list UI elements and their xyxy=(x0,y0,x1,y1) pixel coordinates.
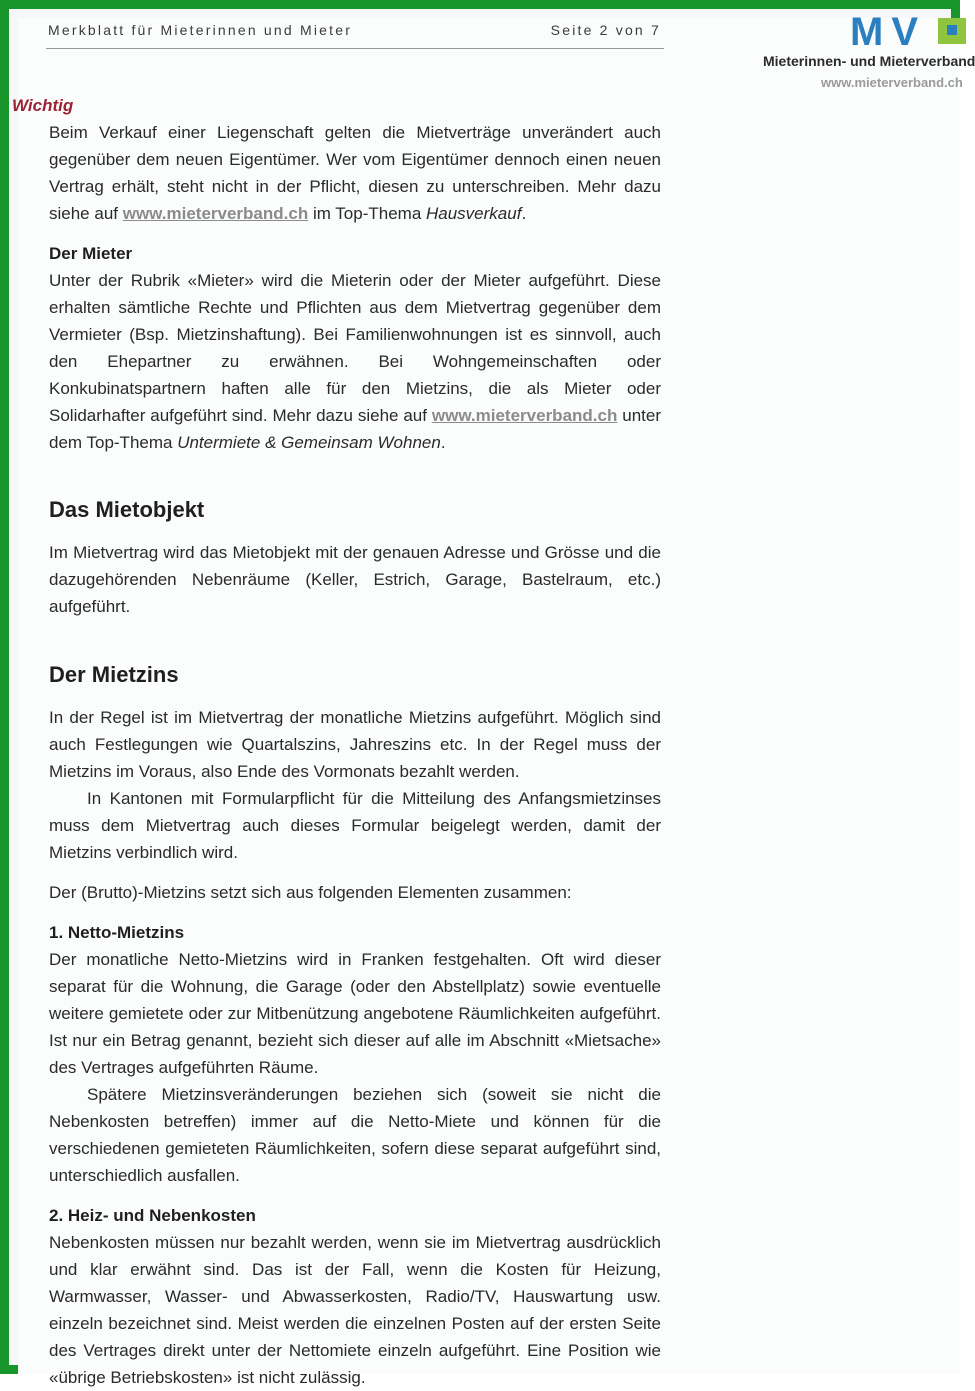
section-heading-mietobjekt: Das Mietobjekt xyxy=(49,497,205,522)
subheading-netto-mietzins: 1. Netto-Mietzins xyxy=(49,923,185,942)
organization-name: Mieterinnen- und Mieterverband xyxy=(763,53,975,69)
mietobjekt-paragraph: Im Mietvertrag wird das Mietobjekt mit der genauen Adresse und Grösse und die dazugehörenden Nebenräume (Keller, Estrich, Garage, Bastelraum, etc.) aufgeführt. xyxy=(49,543,661,616)
mieterverband-link[interactable]: www.mieterverband.ch xyxy=(431,406,618,425)
mieterverband-link[interactable]: www.mieterverband.ch xyxy=(122,204,309,223)
running-title: Merkblatt für Mieterinnen und Mieter xyxy=(48,22,353,38)
heiz-paragraph-1: Nebenkosten müssen nur bezahlt werden, wenn sie im Mietvertrag ausdrücklich und klar erwähnt sind. Das ist der Fall, wenn die Kosten für Heizung, Warmwasser, Wasser- und Abwasserkosten, Radio/TV, Hauswartung usw. einzeln bezeichnet sind. Meist werden die einzelnen Posten auf der ersten Seite des Vertrages direkt unter der Nettomiete einzeln aufgeführt. Eine Position wie «übrige Betriebskosten» ist nicht zulässig. xyxy=(49,1233,661,1387)
topic-untermiete: Untermiete & Gemeinsam Wohnen xyxy=(177,433,441,452)
mietzins-paragraph-1: In der Regel ist im Mietvertrag der monatliche Mietzins aufgeführt. Möglich sind auch Festlegungen wie Quartalszins, Jahreszins etc. In der Regel muss der Mietzins im Voraus, also Ende des Vormonats bezahlt werden. xyxy=(49,708,661,781)
body-text xyxy=(49,119,661,1391)
running-header xyxy=(48,22,663,38)
mietzins-paragraph-3: Der (Brutto)-Mietzins setzt sich aus folgenden Elementen zusammen: xyxy=(49,883,572,902)
mietzins-paragraph-2: In Kantonen mit Formularpflicht für die Mitteilung des Anfangsmietzinses muss dem Mietvertrag auch dieses Formular beigelegt werden, damit der Mietzins verbindlich wird. xyxy=(49,789,661,862)
page-number: Seite 2 von 7 xyxy=(550,22,661,38)
mv-logo-icon xyxy=(850,10,970,54)
subheading-heiz-nebenkosten: 2. Heiz- und Nebenkosten xyxy=(49,1206,256,1225)
logo-mark-text: MV xyxy=(850,10,926,54)
document-page xyxy=(12,10,975,1387)
organization-url[interactable]: www.mieterverband.ch xyxy=(821,75,963,90)
header-divider xyxy=(46,48,664,49)
wichtig-label: Wichtig xyxy=(12,96,74,115)
mieter-paragraph: Unter der Rubrik «Mieter» wird die Mieterin oder der Mieter aufgeführt. Diese erhalten sämtliche Rechte und Pflichten aus dem Mietvertrag gegenüber dem Vermieter (Bsp. Mietzinshaftung). Bei Familienwohnungen ist es sinnvoll, auch den Ehepartner zu erwähnen. Bei Wohngemeinschaften oder Konkubinatspartnern haften alle für den Mietzins, die als Mieter oder Solidarhafter aufgeführt sind. Mehr dazu siehe auf www.mieterverband.ch unter dem Top-Thema Untermiete & Gemeinsam Wohnen. xyxy=(49,271,661,452)
netto-paragraph-1: Der monatliche Netto-Mietzins wird in Franken festgehalten. Oft wird dieser separat für die Wohnung, die Garage (oder den Abstellplatz) sowie eventuelle weitere gemietete oder zur Mitbenützung angebotene Räumlichkeiten aufgeführt. Ist nur ein Betrag genannt, bezieht sich dieser auf alle im Abschnitt «Mietsache» des Vertrages aufgeführten Räume. xyxy=(49,950,661,1077)
topic-hausverkauf: Hausverkauf xyxy=(426,204,522,223)
wichtig-paragraph: Beim Verkauf einer Liegenschaft gelten die Mietverträge unverändert auch gegenüber dem neuen Eigentümer. Wer vom Eigentümer dennoch einen neuen Vertrag erhält, steht nicht in der Pflicht, diesen zu unterschreiben. Mehr dazu siehe auf www.mieterverband.ch im Top-Thema Hausverkauf. xyxy=(49,123,661,223)
section-heading-mietzins: Der Mietzins xyxy=(49,662,179,687)
section-heading-mieter: Der Mieter xyxy=(49,244,133,263)
netto-paragraph-2: Spätere Mietzinsveränderungen beziehen sich (soweit sie nicht die Nebenkosten betreffen) immer auf die Netto-Miete und können für die verschiedenen gemieteten Räumlichkeiten, sofern diese separat aufgeführt sind, unterschiedlich ausfallen. xyxy=(49,1085,661,1185)
